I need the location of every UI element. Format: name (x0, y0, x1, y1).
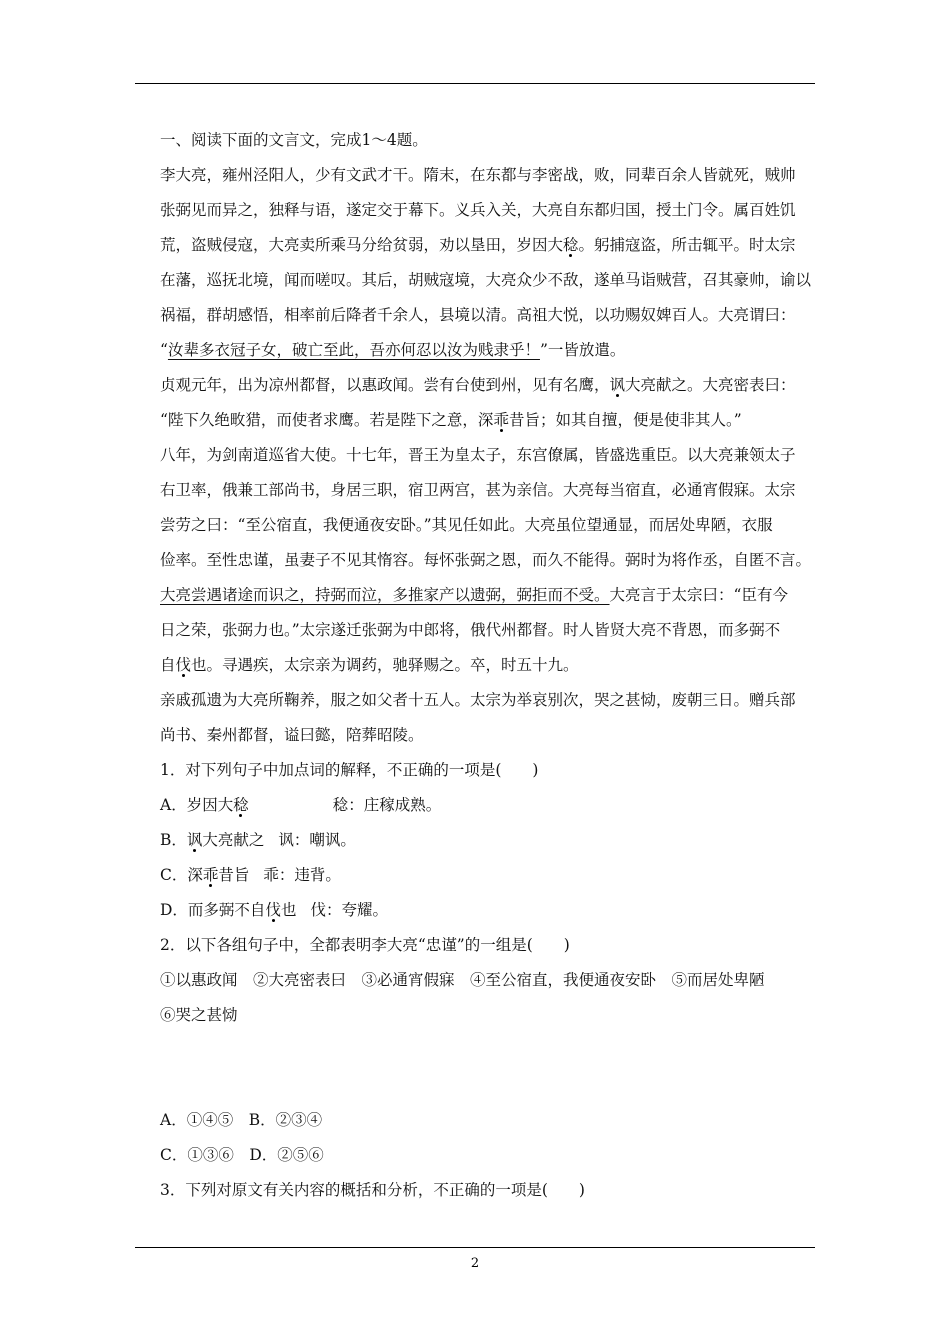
passage-text: 昔旨；如其自擅，便是使非其人。” (508, 411, 742, 429)
passage-line (160, 368, 820, 403)
dotted-word: 伐 (265, 901, 281, 919)
question-2-items: ①以惠政闻 ②大亮密表曰 ③必通宵假寐 ④至公宿直，我便通夜安卧 ⑤而居处卑陋 (160, 971, 765, 989)
passage-line: 尝劳之曰：“至公宿直，我便通夜安卧。”其见任如此。大亮虽位望通显，而居处卑陋，衣服 (160, 516, 773, 534)
dotted-word: 稔 (233, 796, 249, 814)
option-label: D．而多弼不自 (160, 901, 266, 919)
option-explanation: 稔：庄稼成熟。 (332, 796, 442, 814)
passage-line (160, 333, 820, 368)
passage-text: 也。寻遇疾，太宗亲为调药，驰驿赐之。卒，时五十九。 (191, 656, 579, 674)
dotted-word: 稔 (563, 236, 579, 254)
document-body (160, 123, 820, 1208)
question-2-options: A．①④⑤ B．②③④ (160, 1111, 323, 1129)
passage-text: 大亮献之。大亮密表曰： (625, 376, 796, 394)
passage-line (160, 403, 820, 438)
option-explanation: 讽：嘲讽。 (278, 831, 356, 849)
passage-text: “陛下久绝畋猎，而使者求鹰。若是陛下之意，深 (160, 411, 494, 429)
option-label: B． (160, 831, 187, 849)
passage-line: 右卫率，俄兼工部尚书，身居三职，宿卫两宫，甚为亲信。大亮每当宿直，必通宵假寐。太宗 (160, 481, 796, 499)
question-2-options: C．①③⑥ D．②⑤⑥ (160, 1146, 324, 1164)
passage-line (160, 578, 820, 613)
option-text: 也 (280, 901, 297, 919)
question-1-option-b (160, 823, 820, 858)
footer-rule (135, 1247, 815, 1248)
dotted-word: 乖 (202, 866, 219, 884)
passage-text: 。躬捕寇盗，所击辄平。时太宗 (578, 236, 796, 254)
passage-text: 自 (160, 656, 176, 674)
question-2-items: ⑥哭之甚恸 (160, 1006, 238, 1024)
passage-line: 李大亮，雍州泾阳人，少有文武才干。隋末，在东都与李密战，败，同辈百余人皆就死，贼帅 (160, 166, 796, 184)
option-label: C．深 (160, 866, 203, 884)
passage-text: ”一皆放遣。 (539, 341, 626, 359)
passage-text: 贞观元年，出为凉州都督，以惠政闻。尝有台使到州，见有名鹰， (160, 376, 610, 394)
passage-text: 荒，盗贼侵寇，大亮卖所乘马分给贫弱，劝以垦田，岁因大 (160, 236, 564, 254)
passage-line: 亲戚孤遗为大亮所鞠养，服之如父者十五人。太宗为举哀别次，哭之甚恸，废朝三日。赠兵部 (160, 691, 796, 709)
passage-line: 张弼见而异之，独释与语，遂定交于幕下。义兵入关，大亮自东都归国，授土门令。属百姓饥 (160, 201, 796, 219)
question-1-option-c (160, 858, 820, 893)
option-explanation: 伐：夸耀。 (310, 901, 388, 919)
question-1-option-d (160, 893, 820, 928)
passage-line: 祸福，群胡感悟，相率前后降者千余人，县境以清。高祖大悦，以功赐奴婢百人。大亮谓曰： (160, 306, 796, 324)
underlined-sentence: 汝辈多衣冠子女，破亡至此，吾亦何忍以汝为贱隶乎！ (167, 341, 540, 359)
option-label: A．岁因大 (160, 796, 234, 814)
header-rule (135, 83, 815, 84)
page-number: 2 (470, 1256, 480, 1271)
underlined-sentence: 大亮尝遇诸途而识之，持弼而泣，多推家产以遗弼，弼拒而不受。 (160, 586, 610, 604)
question-1-stem: 1．对下列句子中加点词的解释，不正确的一项是( ) (160, 761, 539, 779)
dotted-word: 讽 (609, 376, 626, 394)
passage-line: 俭率。至性忠谨，虽妻子不见其惰容。每怀张弼之恩，而久不能得。弼时为将作丞，自匿不言。 (160, 551, 812, 569)
passage-line: 日之荣，张弼力也。”太宗遂迁张弼为中郎将，俄代州都督。时人皆贤大亮不背恩，而多弼不 (160, 621, 781, 639)
passage-line (160, 228, 820, 263)
passage-text: “ (160, 341, 168, 359)
passage-line: 八年，为剑南道巡省大使。十七年，晋王为皇太子，东宫僚属，皆盛选重臣。以大亮兼领太子 (160, 446, 796, 464)
passage-line: 在藩，巡抚北境，闻而嗟叹。其后，胡贼寇境，大亮众少不敌，遂单马诣贼营，召其豪帅，谕以 (160, 271, 812, 289)
question-2-stem: 2．以下各组句子中，全都表明李大亮“忠谨”的一组是( ) (160, 936, 570, 954)
section-title: 一、阅读下面的文言文，完成1～4题。 (160, 131, 428, 149)
option-text: 昔旨 (218, 866, 250, 884)
dotted-word: 乖 (493, 411, 509, 429)
option-explanation: 乖：违背。 (263, 866, 341, 884)
dotted-word: 伐 (175, 656, 192, 674)
question-1-option-a (160, 788, 820, 823)
option-text: 大亮献之 (202, 831, 265, 849)
passage-text: 大亮言于太宗曰：“臣有今 (609, 586, 788, 604)
question-3-stem: 3．下列对原文有关内容的概括和分析，不正确的一项是( ) (160, 1181, 585, 1199)
passage-line (160, 648, 820, 683)
passage-line: 尚书、秦州都督，谥曰懿，陪葬昭陵。 (160, 726, 424, 744)
dotted-word: 讽 (186, 831, 203, 849)
